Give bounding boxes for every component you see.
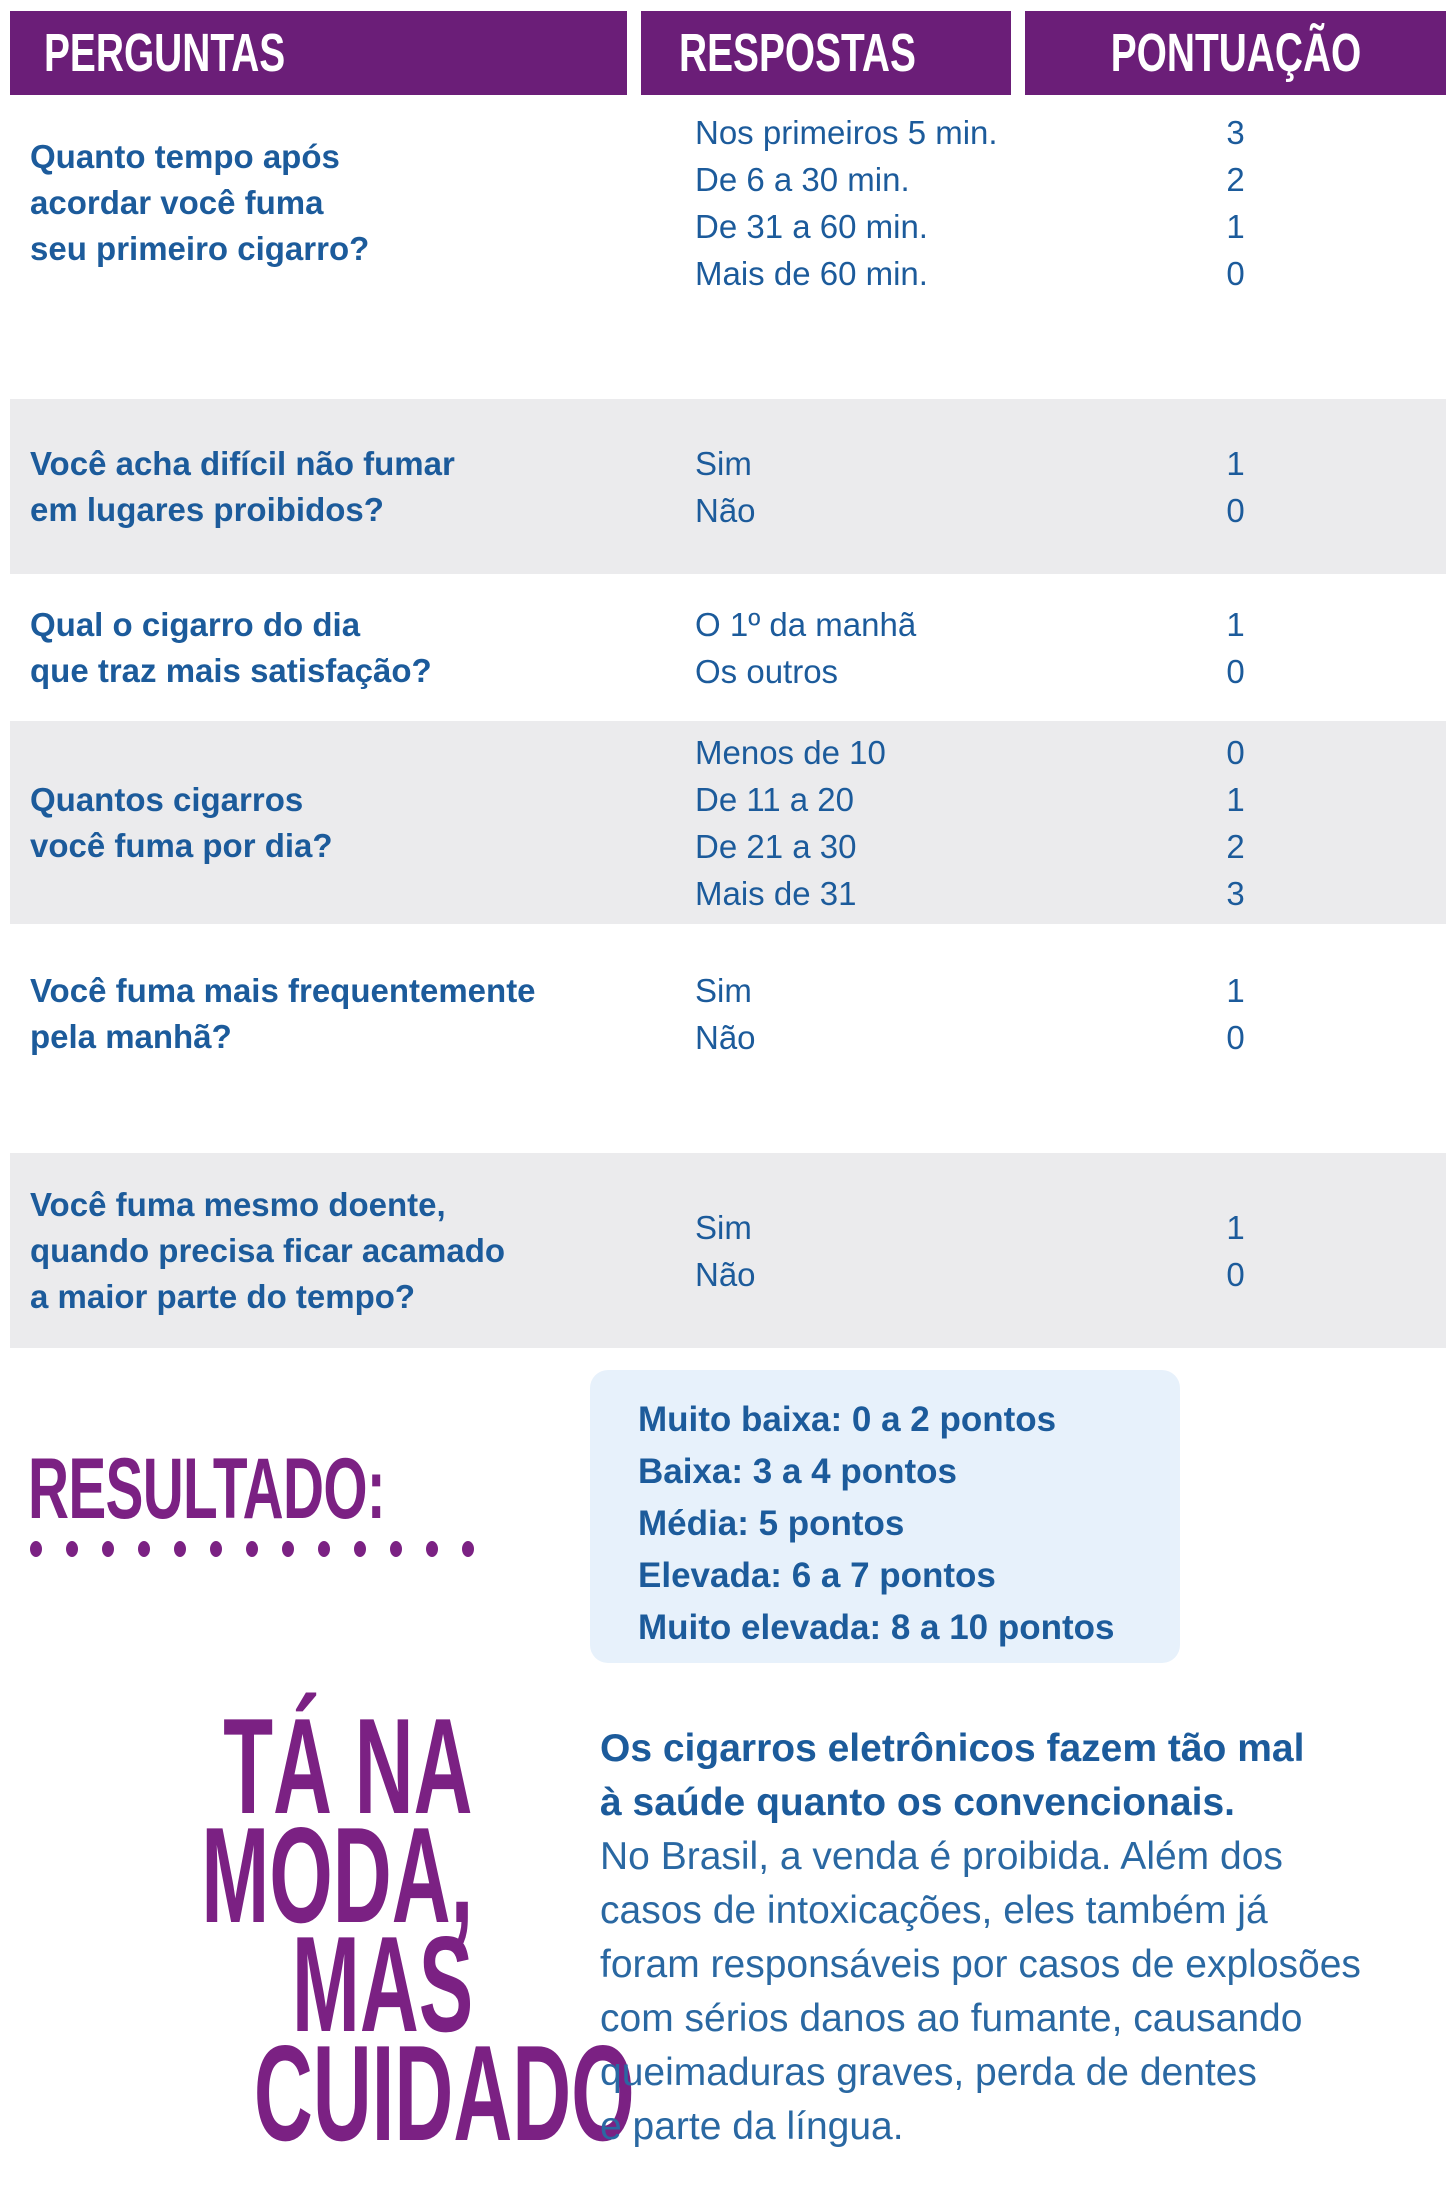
score-cell [1025,1204,1446,1298]
warning-body-line: queimaduras graves, perda de dentes [600,2051,1257,2094]
warning-lead-line: à saúde quanto os convencionais. [600,1781,1235,1824]
warning-body-line: No Brasil, a venda é proibida. Além dos [600,1835,1283,1878]
question-line: Você fuma mais frequentemente [30,971,536,1009]
header-perguntas-label: PERGUNTAS [44,23,286,83]
warning-body-line: e parte da língua. [600,2105,904,2148]
warning-title-text: CUIDADO [253,2017,635,2169]
header-respostas-label: RESPOSTAS [679,23,916,83]
score-cell [1025,440,1446,534]
warning-title-text: TÁ NA [223,1690,473,1842]
answer-option: Sim [695,444,752,482]
result-levels-box [590,1370,1180,1663]
answer-option: O 1º da manhã [695,605,917,643]
question-line: acordar você fuma [30,184,324,221]
questions-table [10,95,1446,1348]
answer-option: Nos primeiros 5 min. [695,114,998,151]
warning-body-line: com sérios danos ao fumante, causando [600,1997,1303,2040]
question-cell [10,1182,695,1320]
question-line: a maior parte do tempo? [30,1277,416,1315]
question-cell [10,777,695,869]
dot [138,1541,150,1557]
dot [426,1541,438,1557]
score-value: 2 [1226,161,1245,198]
answer-option: De 6 a 30 min. [695,161,910,198]
answer-option: Não [695,1255,756,1293]
score-cell [1025,729,1446,917]
answer-option: De 31 a 60 min. [695,208,928,245]
question-line: em lugares proibidos? [30,490,384,528]
question-line: Qual o cigarro do dia [30,605,361,643]
score-value: 0 [1226,1018,1245,1056]
dot [30,1541,42,1557]
question-line: que traz mais satisfação? [30,651,432,689]
score-value: 1 [1226,1208,1245,1246]
score-cell [1025,601,1446,695]
score-value: 0 [1226,491,1245,529]
score-value: 3 [1226,114,1245,151]
answers-cell [695,1204,1025,1298]
answers-cell [695,440,1025,534]
question-cell [10,968,695,1060]
header-pontuacao [1025,11,1446,95]
table-row [10,1153,1446,1348]
answer-option: De 11 a 20 [695,780,855,818]
score-value: 1 [1226,444,1245,482]
table-row [10,721,1446,924]
score-value: 0 [1226,255,1245,292]
question-line: pela manhã? [30,1017,232,1055]
table-row [10,924,1446,1153]
dot [462,1541,474,1557]
answer-option: Mais de 31 [695,874,857,912]
warning-title-text: MAS [291,1908,473,2060]
answers-cell [695,601,1025,695]
answer-option: Menos de 10 [695,733,886,771]
result-level: Média: 5 pontos [638,1504,905,1543]
warning-title-line [0,2017,635,2169]
dot [390,1541,402,1557]
score-value: 1 [1226,780,1245,818]
score-cell [1025,109,1446,297]
table-row [10,399,1446,574]
dot [174,1541,186,1557]
answer-option: Sim [695,971,752,1009]
answer-option: Não [695,1018,756,1056]
question-line: você fuma por dia? [30,826,333,864]
result-level: Baixa: 3 a 4 pontos [638,1452,957,1491]
result-level: Elevada: 6 a 7 pontos [638,1556,996,1595]
table-row [10,574,1446,721]
dot [210,1541,222,1557]
result-level: Muito elevada: 8 a 10 pontos [638,1608,1115,1647]
score-value: 2 [1226,827,1245,865]
question-line: Você acha difícil não fumar [30,444,455,482]
answers-cell [695,967,1025,1061]
warning-lead-line: Os cigarros eletrônicos fazem tão mal [600,1727,1305,1770]
score-value: 0 [1226,733,1245,771]
score-value: 1 [1226,971,1245,1009]
answer-option: Sim [695,1208,752,1246]
header-perguntas [10,11,627,95]
score-cell [1025,967,1446,1061]
question-line: Você fuma mesmo doente, [30,1185,446,1223]
header-respostas [641,11,1011,95]
table-header-row [0,11,1456,95]
header-pontuacao-label: PONTUAÇÃO [1110,23,1361,83]
question-line: Quanto tempo após [30,138,340,175]
answer-option: De 21 a 30 [695,827,857,865]
question-line: seu primeiro cigarro? [30,230,370,267]
score-value: 1 [1226,605,1245,643]
question-line: quando precisa ficar acamado [30,1231,506,1269]
score-value: 1 [1226,208,1245,245]
answer-option: Não [695,491,756,529]
warning-paragraph [600,1722,1430,2154]
answers-cell [695,729,1025,917]
score-value: 0 [1226,652,1245,690]
warning-body-line: foram responsáveis por casos de explosões [600,1943,1361,1986]
warning-body-line: casos de intoxicações, eles também já [600,1889,1268,1932]
answer-option: Mais de 60 min. [695,255,928,292]
table-row [10,95,1446,399]
dot [354,1541,366,1557]
score-value: 0 [1226,1255,1245,1293]
dot [66,1541,78,1557]
dot [282,1541,294,1557]
result-title: RESULTADO: [28,1441,386,1537]
question-cell [10,134,695,272]
question-line: Quantos cigarros [30,780,304,818]
result-level: Muito baixa: 0 a 2 pontos [638,1400,1057,1439]
score-value: 3 [1226,874,1245,912]
answers-cell [695,109,1025,297]
dot [102,1541,114,1557]
dot [318,1541,330,1557]
question-cell [10,441,695,533]
dot [246,1541,258,1557]
question-cell [10,602,695,694]
answer-option: Os outros [695,652,839,690]
dotted-line [30,1541,474,1557]
warning-title [0,1690,635,2169]
warning-title-text: MODA, [201,1799,473,1951]
